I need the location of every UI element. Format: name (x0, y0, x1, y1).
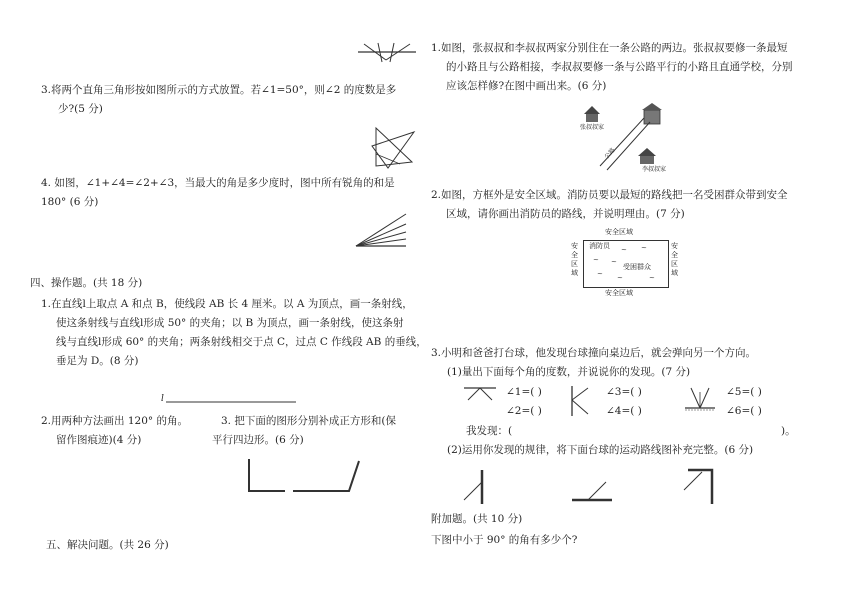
zhang-house-label: 张叔叔家 (580, 124, 605, 131)
safety-zone-left: 安全区域 (571, 242, 578, 277)
angle5-blank[interactable]: ∠5=( ) (726, 386, 762, 398)
two-triangles-figure (370, 124, 416, 170)
safety-zone-bottom: 安全区域 (605, 289, 633, 297)
svg-text:~: ~ (611, 258, 617, 266)
bounce-figure-3 (683, 384, 717, 412)
p1-line2: 的小路且与公路相接，李叔叔要修一条与公路平行的小路且直通学校，分别 (446, 61, 793, 73)
q4-line1: 4. 如图，∠1+∠4=∠2+∠3，当最大的角是多少度时，图中所有锐角的和是 (41, 177, 395, 189)
billiard-path-2 (570, 478, 614, 504)
svg-text:~: ~ (597, 270, 603, 278)
section5-title: 五、解决问题。(共 26 分) (46, 539, 169, 551)
bounce-figure-1 (462, 384, 498, 404)
p3-sub1: (1)量出下面每个角的度数，并说说你的发现。(7 分) (447, 366, 691, 378)
safety-zone-right: 安全区域 (671, 242, 678, 277)
svg-text:~: ~ (621, 246, 627, 254)
angle1-blank[interactable]: ∠1=( ) (506, 386, 542, 398)
line-l-label: l (161, 394, 164, 404)
op3-line2: 平行四边形。(6 分) (212, 434, 304, 446)
finding-label: 我发现：( (466, 425, 513, 437)
q3-line2: 少?(5 分) (58, 103, 103, 115)
p2-line1: 2.如图，方框外是安全区域。消防员要以最短的路线把一名受困群众带到安全 (431, 189, 788, 201)
bounce-figure-2 (568, 384, 592, 418)
op1-line3: 线与直线l形成 60° 的夹角；两条射线相交于点 C，过点 C 作线段 AB 的垂线， (56, 336, 427, 348)
q4-line2: 180° (6 分) (41, 196, 99, 208)
rays-fan-figure (354, 210, 408, 250)
angle2-blank[interactable]: ∠2=( ) (506, 405, 542, 417)
p3-line1: 3.小明和爸爸打台球，他发现台球撞向桌边后，就会弹向另一个方向。 (431, 347, 757, 359)
q3-line1: 3.将两个直角三角形按如图所示的方式放置。若∠1=50°，则∠2 的度数是多 (41, 84, 397, 96)
trapped-crowd-label: 受困群众 (623, 263, 651, 271)
p1-line3: 应该怎样修?在图中画出来。(6 分) (446, 80, 607, 92)
svg-text:~: ~ (593, 256, 599, 264)
li-house-label: 李叔叔家 (642, 166, 667, 173)
crossing-lines-figure (356, 40, 418, 64)
p2-line2: 区域，请你画出消防员的路线，并说明理由。(7 分) (446, 208, 685, 220)
section4-title: 四、操作题。(共 18 分) (30, 277, 143, 289)
op1-line2: 使这条射线与直线l形成 50° 的夹角；以 B 为顶点，画一条射线，使这条射 (56, 317, 404, 329)
svg-text:~: ~ (649, 274, 655, 282)
angle4-blank[interactable]: ∠4=( ) (606, 405, 642, 417)
billiard-path-1 (462, 468, 488, 506)
p1-line1: 1.如图，张叔叔和李叔叔两家分别住在一条公路的两边。张叔叔要修一条最短 (431, 42, 788, 54)
extra-question: 下图中小于 90° 的角有多少个? (431, 534, 578, 546)
incomplete-shapes-figure (245, 455, 365, 495)
op2-line1: 2.用两种方法画出 120° 的角。 (41, 415, 188, 427)
op2-line2: 留作图痕迹)(4 分) (56, 434, 142, 446)
extra-title: 附加题。(共 10 分) (431, 513, 523, 525)
angle6-blank[interactable]: ∠6=( ) (726, 405, 762, 417)
op1-line1: 1.在直线l上取点 A 和点 B，使线段 AB 长 4 厘米。以 A 为顶点，画一条射线， (41, 298, 413, 310)
safety-zone-figure (567, 228, 685, 300)
angle3-blank[interactable]: ∠3=( ) (606, 386, 642, 398)
op3-line1: 3. 把下面的图形分别补成正方形和(保 (221, 415, 396, 427)
firefighter-label: 消防员 (589, 242, 610, 250)
p3-sub2: (2)运用你发现的规律，将下面台球的运动路线图补充完整。(6 分) (447, 444, 754, 456)
op1-line4: 垂足为 D。(8 分) (56, 355, 139, 367)
svg-text:~: ~ (641, 244, 647, 252)
safety-zone-top: 安全区域 (605, 228, 633, 236)
billiard-path-3 (680, 466, 720, 506)
svg-text:~: ~ (617, 274, 623, 282)
road-label: 公路 (603, 146, 617, 161)
finding-close: )。 (781, 425, 796, 437)
road-map-figure (580, 100, 680, 176)
line-l (166, 400, 298, 404)
